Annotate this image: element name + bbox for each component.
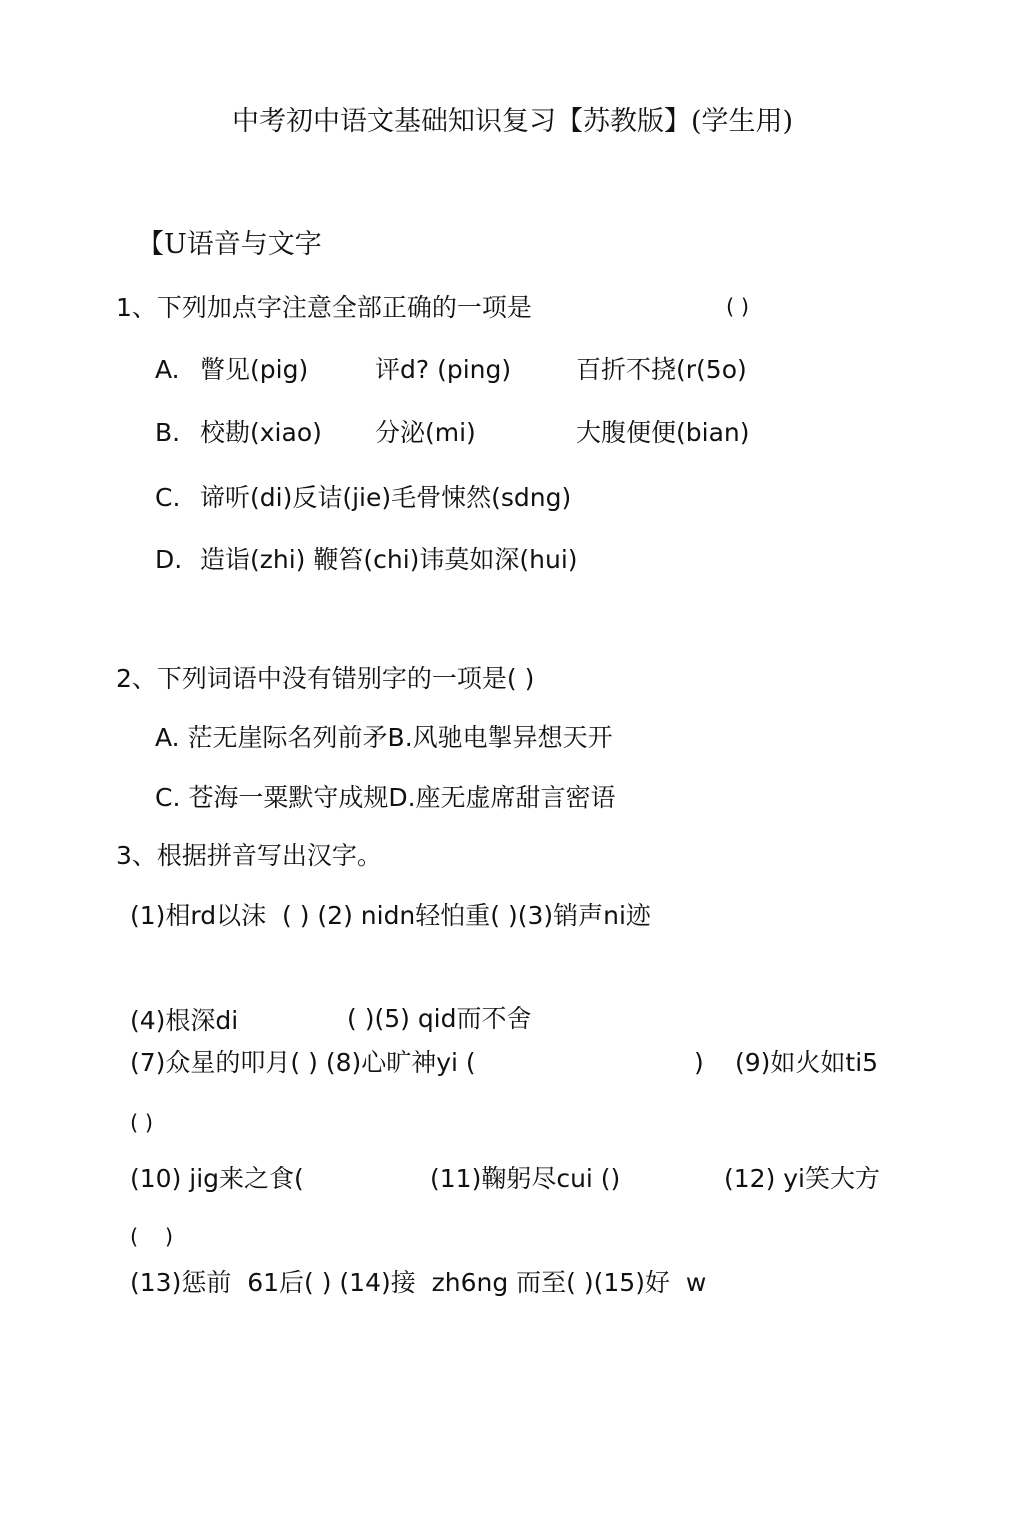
question-3-item-11: (11)鞠躬尽cui () bbox=[430, 1164, 621, 1193]
option-a-item-2: 评d? (ping) bbox=[375, 355, 512, 384]
option-d-text: 造诣(zhi) 鞭笞(chi)讳莫如深(hui) bbox=[200, 545, 578, 574]
option-c-label: C. bbox=[155, 483, 181, 512]
question-3-item-12-paren: ( ) bbox=[130, 1225, 174, 1249]
question-3-item-12: (12) yi笑大方 bbox=[724, 1164, 881, 1193]
question-2-options-ab: A. 茫无崖际名列前矛B.风驰电掣异想天开 bbox=[155, 723, 613, 752]
question-3-item-4: (4)根深di bbox=[130, 1006, 239, 1035]
question-2-stem: 2、下列词语中没有错别字的一项是( ) bbox=[116, 664, 535, 693]
option-a-item-3: 百折不挠(r(5o) bbox=[576, 355, 747, 384]
question-3-item-5: ( )(5) qid而不舍 bbox=[347, 1004, 532, 1033]
option-a-label: A. bbox=[155, 355, 180, 384]
question-2-options-cd: C. 苍海一粟默守成规D.座无虚席甜言密语 bbox=[155, 783, 616, 812]
option-b-item-3: 大腹便便(bian) bbox=[576, 418, 750, 447]
option-b-label: B. bbox=[155, 418, 181, 447]
option-d-label: D. bbox=[155, 545, 183, 574]
option-a-item-1: 瞥见(pig) bbox=[200, 355, 309, 384]
section-heading: 【U语音与文字 bbox=[137, 229, 322, 260]
question-1-answer-paren: ( ) bbox=[726, 295, 750, 319]
question-3-line-1: (1)相rd以沫 ( ) (2) nidn轻怕重( )(3)销声ni迹 bbox=[130, 901, 651, 930]
question-3-item-8-close: ) bbox=[694, 1048, 704, 1077]
question-3-items-7-8: (7)众星的叩月( ) (8)心旷神yi ( bbox=[130, 1048, 476, 1077]
question-3-item-9-paren: ( ) bbox=[130, 1111, 154, 1135]
question-3-items-13-15: (13)惩前 61后( ) (14)接 zh6ng 而至( )(15)好 w bbox=[130, 1268, 707, 1297]
option-b-item-1: 校勘(xiao) bbox=[200, 418, 322, 447]
question-1-stem: 1、下列加点字注意全部正确的一项是 bbox=[116, 293, 532, 322]
option-c-text: 谛听(di)反诘(jie)毛骨悚然(sdng) bbox=[200, 483, 572, 512]
question-3-item-9: (9)如火如ti5 bbox=[735, 1048, 879, 1077]
question-3-stem: 3、根据拼音写出汉字。 bbox=[116, 841, 382, 870]
question-3-item-10: (10) jig来之食( bbox=[130, 1164, 304, 1193]
option-b-item-2: 分泌(mi) bbox=[375, 418, 476, 447]
page-title: 中考初中语文基础知识复习【苏教版】(学生用) bbox=[232, 106, 794, 137]
